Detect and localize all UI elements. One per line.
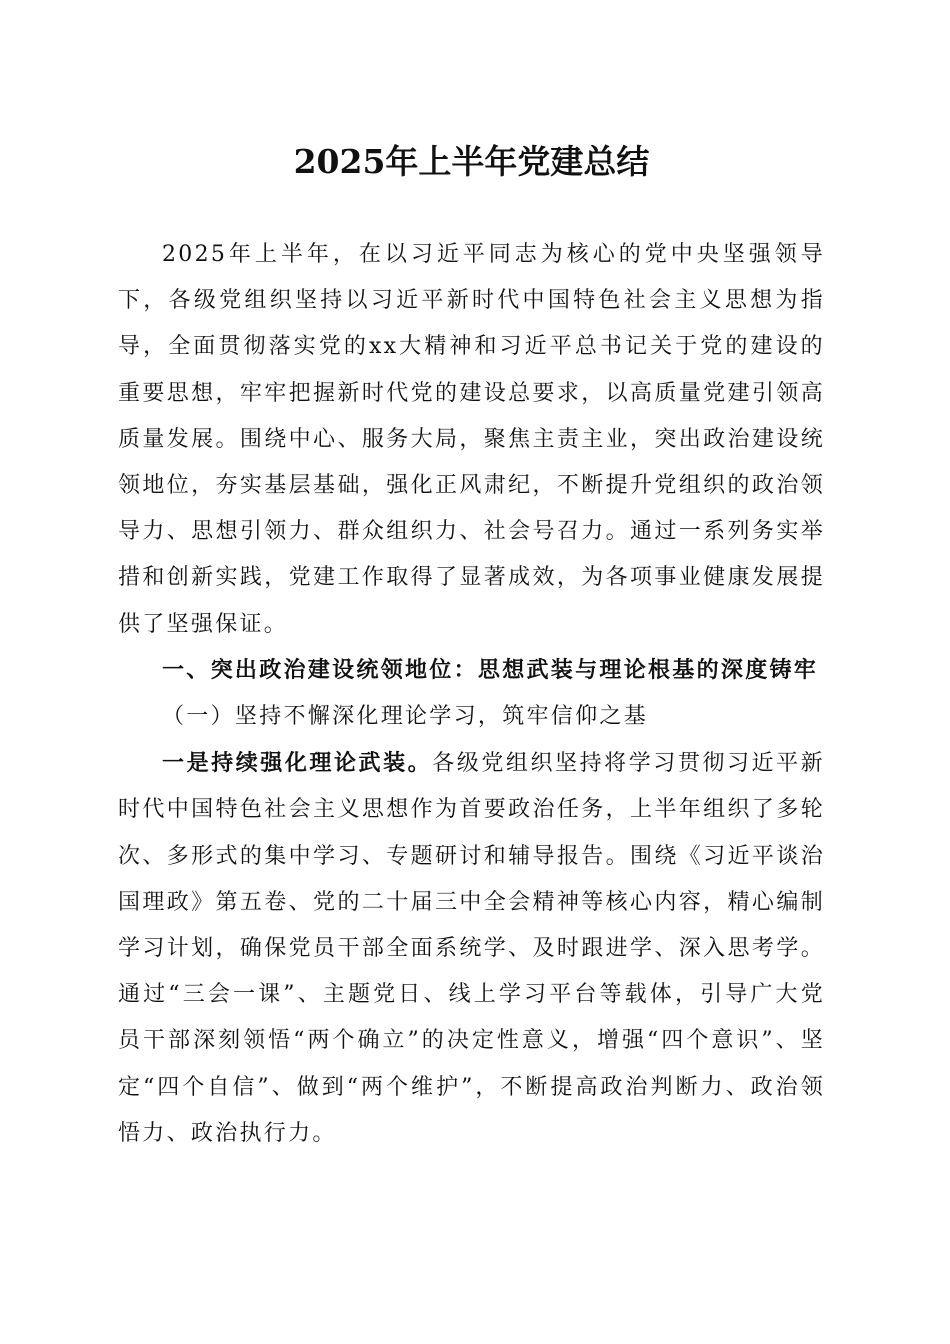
intro-paragraph: 2025年上半年，在以习近平同志为核心的党中央坚强领导下，各级党组织坚持以习近平新时代中国特色社会主义思想为指导，全面贯彻落实党的xx大精神和习近平总书记关于党的建设的重要思想，牢牢把握新时代党的建设总要求，以高质量党建引领高质量发展。围绕中心、服务大局，聚焦主责主业，突出政治建设统领地位，夯实基层基础，强化正风肃纪，不断提升党组织的政治领导力、思想引领力、群众组织力、社会号召力。通过一系列务实举措和创新实践，党建工作取得了显著成效，为各项事业健康发展提供了坚强保证。 (118, 242, 825, 637)
subsection-heading-1: （一）坚持不懈深化理论学习，筑牢信仰之基 (162, 704, 649, 730)
paragraph-body-text: 各级党组织坚持将学习贯彻习近平新时代中国特色社会主义思想作为首要政治任务，上半年组织了多轮次、多形式的集中学习、专题研讨和辅导报告。围绕《习近平谈治国理政》第五卷、党的二十届三中全会精神等核心内容，精心编制学习计划，确保党员干部全面系统学、及时跟进学、深入思考学。通过“三会一课”、主题党日、线上学习平台等载体，引导广大党员干部深刻领悟“两个确立”的决定性意义，增强“四个意识”、坚定“四个自信”、做到“两个维护”，不断提高政治判断力、政治领悟力、政治执行力。 (118, 751, 825, 1146)
section-heading-1: 一、突出政治建设统领地位：思想武装与理论根基的深度铸牢 (162, 657, 819, 683)
paragraph-lead-phrase: 一是持续强化理论武装。 (162, 750, 433, 777)
body-paragraph-1 (118, 740, 825, 1157)
document-title: 2025年上半年党建总结 (293, 142, 650, 181)
document-body (118, 232, 825, 1157)
